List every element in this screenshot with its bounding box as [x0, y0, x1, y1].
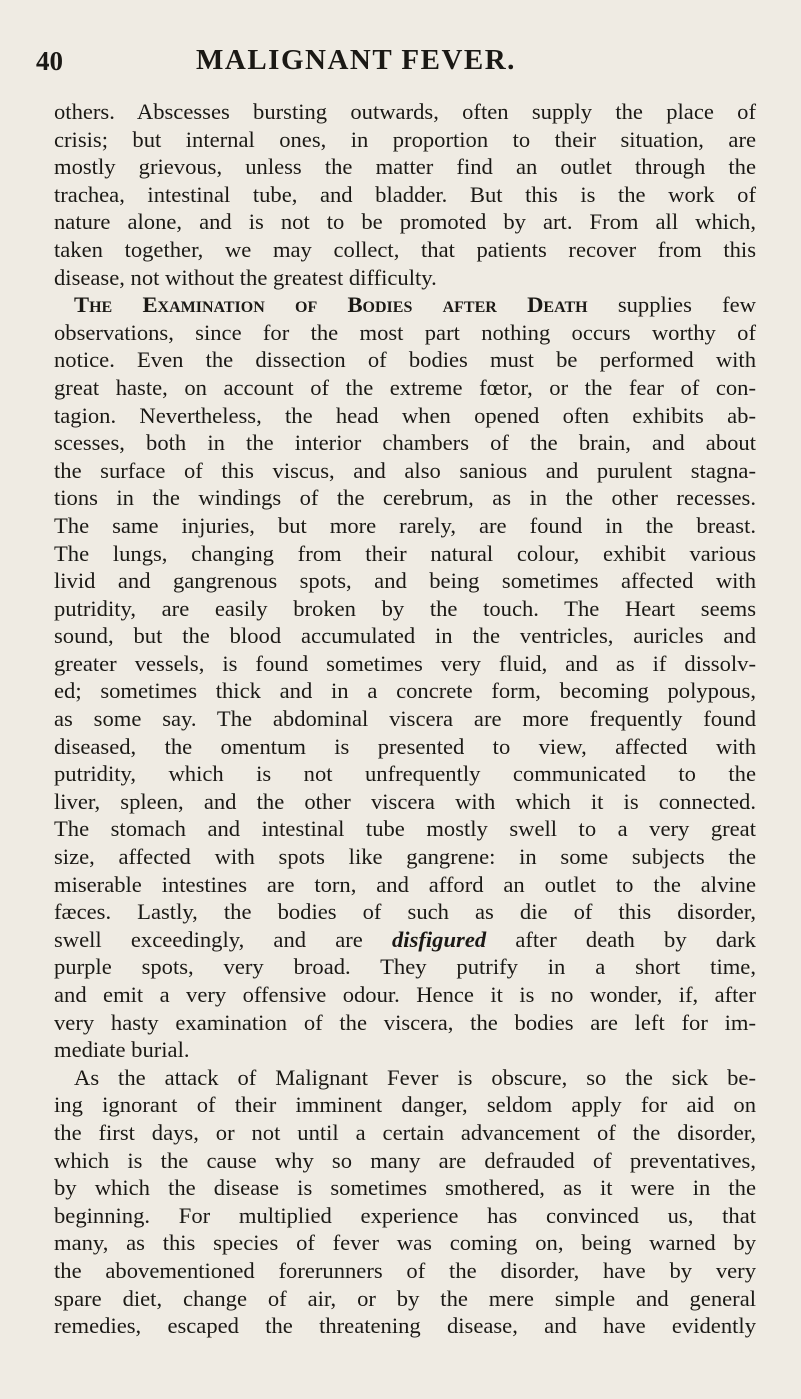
- text-line: as some say. The abdominal viscera are more frequently found: [54, 706, 756, 732]
- text-line: ed; sometimes thick and in a concrete form, becoming polypous,: [54, 678, 756, 704]
- text-fragment: after death by dark: [486, 926, 756, 952]
- text-line: diseased, the omentum is presented to view, affected with: [54, 733, 756, 759]
- page-number: 40: [36, 46, 63, 76]
- text-line: [54, 926, 756, 954]
- text-line: tagion. Nevertheless, the head when opened often exhibits ab-: [54, 402, 756, 428]
- text-line: ing ignorant of their imminent danger, seldom apply for aid on: [54, 1092, 756, 1118]
- running-title: MALIGNANT FEVER.: [196, 44, 516, 76]
- text-line: purple spots, very broad. They putrify in a short time,: [54, 954, 756, 980]
- text-line: As the attack of Malignant Fever is obscure, so the sick be-: [74, 1064, 756, 1090]
- text-line: sound, but the blood accumulated in the ventricles, auricles and: [54, 623, 756, 649]
- text-line: The same injuries, but more rarely, are found in the breast.: [54, 512, 756, 538]
- text-line: putridity, are easily broken by the touch. The Heart seems: [54, 595, 756, 621]
- text-line: size, affected with spots like gangrene: in some subjects the: [54, 844, 756, 870]
- text-line: tions in the windings of the cerebrum, as in the other recesses.: [54, 485, 756, 511]
- text-line: and emit a very offensive odour. Hence it is no wonder, if, after: [54, 982, 756, 1007]
- text-line: great haste, on account of the extreme fœtor, or the fear of con-: [54, 374, 756, 400]
- text-line: spare diet, change of air, or by the mere simple and general: [54, 1285, 756, 1311]
- text-line: mediate burial.: [54, 1037, 190, 1063]
- text-line: fæces. Lastly, the bodies of such as die of this disorder,: [54, 899, 756, 925]
- text-line: observations, since for the most part nothing occurs worthy of: [54, 319, 756, 345]
- page-header: [36, 44, 741, 80]
- text-line: mostly grievous, unless the matter find an outlet through the: [54, 154, 756, 180]
- text-line: many, as this species of fever was coming on, being warned by: [54, 1230, 756, 1256]
- text-line: notice. Even the dissection of bodies must be performed with: [54, 347, 756, 373]
- text-line: putridity, which is not unfrequently communicated to the: [54, 761, 756, 787]
- text-line: crisis; but internal ones, in proportion to their situation, are: [54, 126, 756, 152]
- text-line: [54, 291, 756, 319]
- text-line: disease, not without the greatest difficulty.: [54, 264, 437, 290]
- text-line: scesses, both in the interior chambers of the brain, and about: [54, 430, 756, 456]
- text-line: beginning. For multiplied experience has convinced us, that: [54, 1202, 756, 1228]
- text-fragment: supplies few: [587, 292, 756, 318]
- text-line: nature alone, and is not to be promoted by art. From all which,: [54, 209, 756, 235]
- text-line: which is the cause why so many are defrauded of preventatives,: [54, 1147, 756, 1173]
- text-line: The lungs, changing from their natural colour, exhibit various: [54, 540, 756, 566]
- text-fragment: swell exceedingly, and are: [54, 926, 392, 952]
- text-line: by which the disease is sometimes smothered, as it were in the: [54, 1175, 756, 1201]
- text-line: livid and gangrenous spots, and being sometimes affected with: [54, 568, 756, 594]
- body-text: [54, 98, 756, 1340]
- text-line: very hasty examination of the viscera, the bodies are left for im-: [54, 1009, 756, 1035]
- text-line: others. Abscesses bursting outwards, often supply the place of: [54, 99, 756, 124]
- text-line: the abovementioned forerunners of the disorder, have by very: [54, 1257, 756, 1283]
- text-line: remedies, escaped the threatening disease, and have evidently: [54, 1313, 756, 1339]
- text-line: taken together, we may collect, that patients recover from this: [54, 236, 756, 262]
- text-line: the surface of this viscus, and also sanious and purulent stagna-: [54, 457, 756, 483]
- text-line: greater vessels, is found sometimes very fluid, and as if dissolv-: [54, 650, 756, 676]
- text-line: The stomach and intestinal tube mostly swell to a very great: [54, 816, 756, 842]
- text-line: liver, spleen, and the other viscera with which it is connected.: [54, 788, 756, 814]
- text-line: the first days, or not until a certain advancement of the disorder,: [54, 1119, 756, 1145]
- text-line: miserable intestines are torn, and afford an outlet to the alvine: [54, 871, 756, 897]
- text-line: trachea, intestinal tube, and bladder. But this is the work of: [54, 181, 756, 207]
- emphasized-word: disfigured: [392, 926, 487, 952]
- section-lead-in: The Examination of Bodies after Death: [74, 292, 588, 318]
